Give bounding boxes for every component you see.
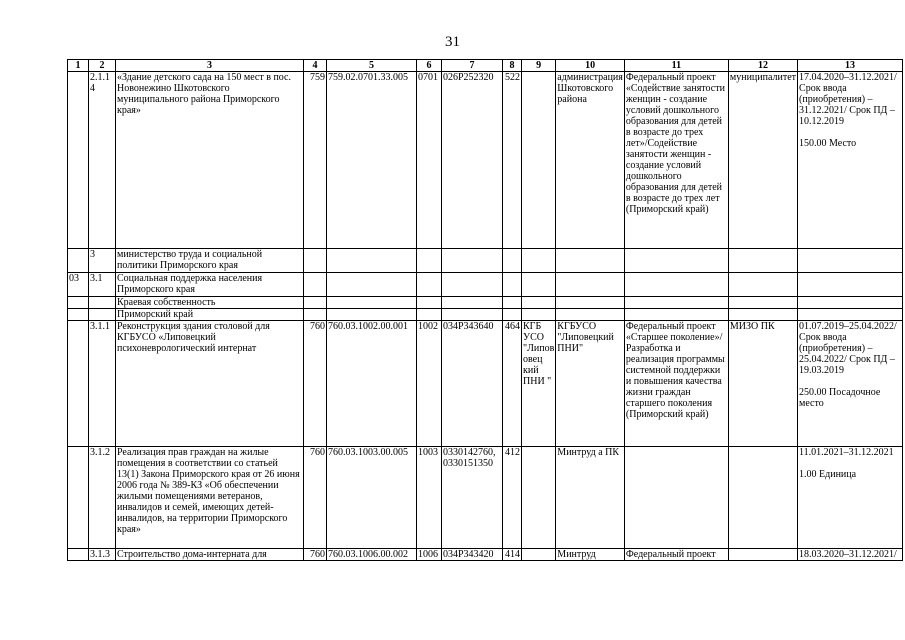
table-cell [556, 309, 625, 321]
page-number: 31 [445, 34, 460, 50]
data-table [67, 59, 903, 561]
table-row [68, 447, 903, 549]
table-cell: 03 [68, 273, 89, 297]
table-cell [68, 549, 89, 561]
table-cell: 412 [503, 447, 522, 549]
table-cell [522, 447, 556, 549]
table-cell: 759.02.0701.33.005 [327, 72, 417, 249]
header-cell: 5 [327, 60, 417, 72]
header-cell: 10 [556, 60, 625, 72]
table-cell [798, 273, 903, 297]
header-cell: 8 [503, 60, 522, 72]
table-cell [522, 72, 556, 249]
table-cell: Строительство дома-интерната для [116, 549, 304, 561]
table-cell [327, 309, 417, 321]
table-cell: Федеральный проект «Содействие занятости женщин - создание условий дошкольного образования для детей в возрасте до трех лет»/Содействие занятости женщин - создание условий дошкольного образования для детей в возрасте до трех лет (Приморский край) [624, 72, 728, 249]
table-cell: 3 [89, 249, 116, 273]
table-cell [503, 297, 522, 309]
header-cell: 6 [417, 60, 442, 72]
table-cell: 3.1 [89, 273, 116, 297]
table-cell [522, 273, 556, 297]
table-cell [798, 249, 903, 273]
table-cell [624, 447, 728, 549]
table-cell: муниципалитет [728, 72, 797, 249]
table-cell: 11.01.2021–31.12.2021 1.00 Единица [798, 447, 903, 549]
table-cell [728, 273, 797, 297]
table-cell [68, 309, 89, 321]
table-cell [417, 273, 442, 297]
table-cell [624, 309, 728, 321]
table-cell [442, 309, 503, 321]
table-cell: «Здание детского сада на 150 мест в пос. Новонежино Шкотовского муниципального района Приморского края» [116, 72, 304, 249]
header-cell: 11 [624, 60, 728, 72]
table-cell: 034P343420 [442, 549, 503, 561]
table-cell: 034P343640 [442, 321, 503, 447]
header-cell: 3 [116, 60, 304, 72]
table-cell [304, 273, 327, 297]
table-cell: 760.03.1006.00.002 [327, 549, 417, 561]
table-row [68, 321, 903, 447]
table-cell: Федеральный проект [624, 549, 728, 561]
table-cell [327, 273, 417, 297]
table-cell: Приморский край [116, 309, 304, 321]
table-cell [68, 321, 89, 447]
table-cell [624, 249, 728, 273]
table-row [68, 249, 903, 273]
table-cell [556, 249, 625, 273]
header-cell: 9 [522, 60, 556, 72]
table-cell [503, 309, 522, 321]
table-cell [68, 447, 89, 549]
table-cell: 760.03.1003.00.005 [327, 447, 417, 549]
table-cell: 3.1.1 [89, 321, 116, 447]
table-cell [417, 309, 442, 321]
table-cell: 18.03.2020–31.12.2021/ [798, 549, 903, 561]
table-cell: 0701 [417, 72, 442, 249]
table-cell: администрация Шкотовского района [556, 72, 625, 249]
table-cell [503, 273, 522, 297]
table-row [68, 273, 903, 297]
header-row [68, 60, 903, 72]
table-cell [442, 297, 503, 309]
table-row [68, 72, 903, 249]
table-cell: КГБУСО "Липовецкий ПНИ" [556, 321, 625, 447]
table-cell [624, 297, 728, 309]
table-cell [327, 249, 417, 273]
table-cell: 1006 [417, 549, 442, 561]
table-row [68, 549, 903, 561]
table-cell [442, 273, 503, 297]
table-cell [304, 297, 327, 309]
table-cell: 760 [304, 549, 327, 561]
table-cell: Социальная поддержка населения Приморского края [116, 273, 304, 297]
table-cell: Реконструкция здания столовой для КГБУСО «Липовецкий психоневрологический интернат [116, 321, 304, 447]
table-cell: 17.04.2020–31.12.2021/ Срок ввода (приобретения) – 31.12.2021/ Срок ПД – 10.12.2019 150.00 Место [798, 72, 903, 249]
table-cell [68, 297, 89, 309]
table-cell [728, 549, 797, 561]
table-cell [503, 249, 522, 273]
header-cell: 13 [798, 60, 903, 72]
table-cell [728, 249, 797, 273]
header-cell: 2 [89, 60, 116, 72]
table-cell [728, 309, 797, 321]
table-cell [624, 273, 728, 297]
table-cell [798, 297, 903, 309]
table-cell: 3.1.3 [89, 549, 116, 561]
table-cell: Минтруд [556, 549, 625, 561]
table-cell: 760 [304, 321, 327, 447]
table-cell [417, 297, 442, 309]
table-cell: Реализация прав граждан на жилые помещения в соответствии со статьей 13(1) Закона Приморского края от 26 июня 2006 года № 389-КЗ «Об обеспечении жилыми помещениями ветеранов, инвалидов и семей, имеющих детей-инвалидов, на территории Приморского края» [116, 447, 304, 549]
table-cell: 464 [503, 321, 522, 447]
table-cell: 026P252320 [442, 72, 503, 249]
table-cell [728, 447, 797, 549]
header-cell: 7 [442, 60, 503, 72]
table-cell [417, 249, 442, 273]
table-cell [728, 297, 797, 309]
table-cell: Минтруд а ПК [556, 447, 625, 549]
table-cell: КГБ УСО "Липов овец кий ПНИ " [522, 321, 556, 447]
table-cell [556, 273, 625, 297]
table-cell: Федеральный проект «Старшее поколение»/Разработка и реализация программы системной поддержки и повышения качества жизни граждан старшего поколения (Приморский край) [624, 321, 728, 447]
table-cell [556, 297, 625, 309]
table-row [68, 309, 903, 321]
table-cell [522, 249, 556, 273]
table-cell: 1003 [417, 447, 442, 549]
table-cell: 760 [304, 447, 327, 549]
table-cell: 01.07.2019–25.04.2022/ Срок ввода (приобретения) – 25.04.2022/ Срок ПД – 19.03.2019 250.00 Посадочное место [798, 321, 903, 447]
table-cell: 0330142760, 0330151350 [442, 447, 503, 549]
table-cell [798, 309, 903, 321]
table-cell: 2.1.1 4 [89, 72, 116, 249]
table-cell [304, 309, 327, 321]
table-cell: 760.03.1002.00.001 [327, 321, 417, 447]
table-cell [327, 297, 417, 309]
table-cell [89, 309, 116, 321]
table-row [68, 297, 903, 309]
table-cell [522, 309, 556, 321]
table-cell: Краевая собственность [116, 297, 304, 309]
header-cell: 1 [68, 60, 89, 72]
table-cell [522, 297, 556, 309]
table-cell: 3.1.2 [89, 447, 116, 549]
table-cell [522, 549, 556, 561]
table-cell [68, 72, 89, 249]
table-cell: МИЗО ПК [728, 321, 797, 447]
table-cell [304, 249, 327, 273]
header-cell: 12 [728, 60, 797, 72]
header-cell: 4 [304, 60, 327, 72]
table-cell: 522 [503, 72, 522, 249]
table-cell [89, 297, 116, 309]
table-cell: министерство труда и социальной политики Приморского края [116, 249, 304, 273]
table-cell: 414 [503, 549, 522, 561]
table-cell [68, 249, 89, 273]
table-cell: 1002 [417, 321, 442, 447]
table-cell: 759 [304, 72, 327, 249]
table-cell [442, 249, 503, 273]
